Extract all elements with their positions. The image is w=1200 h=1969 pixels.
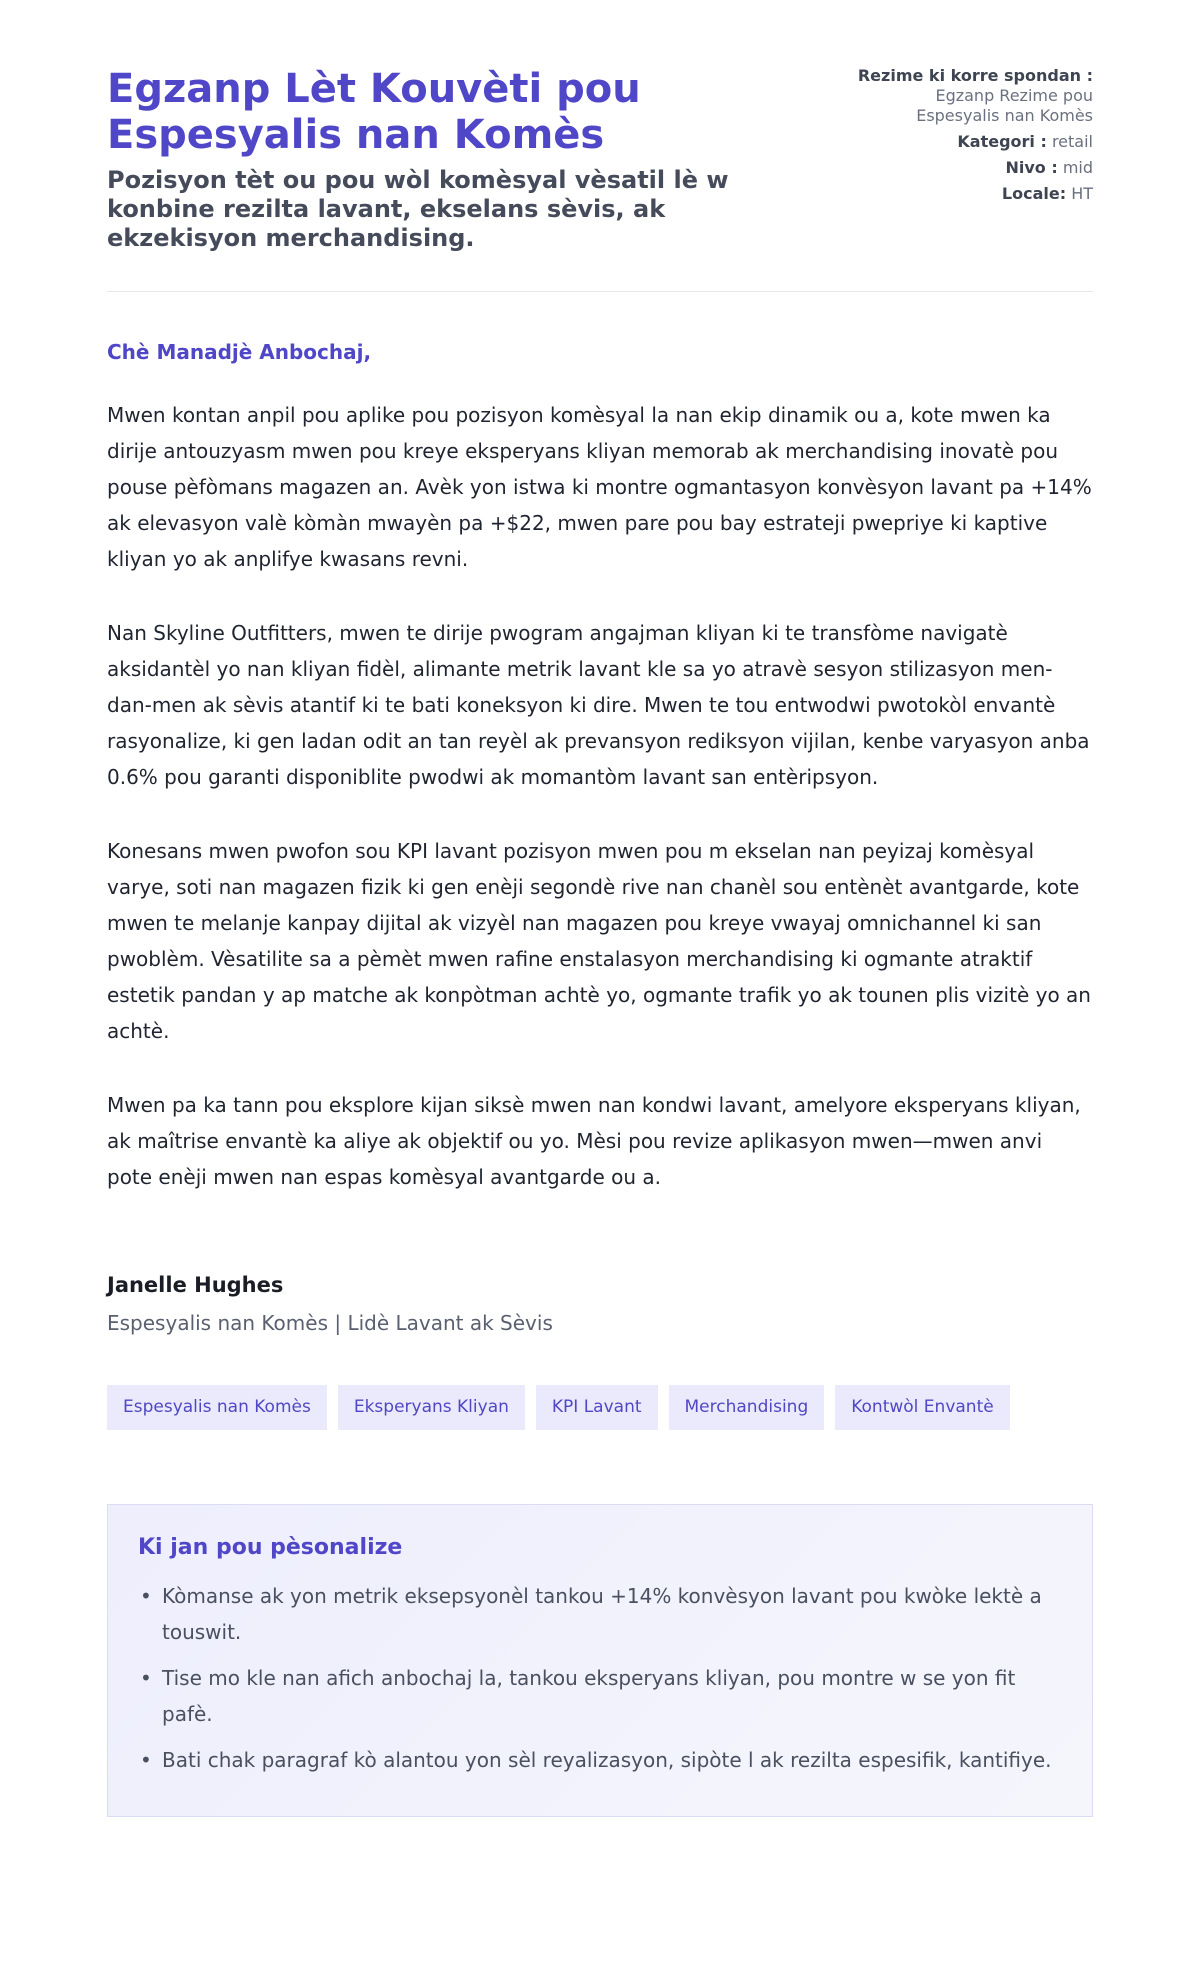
meta-level-label: Nivo : — [1005, 158, 1058, 177]
meta-category — [858, 132, 1093, 152]
letter-body — [107, 397, 1093, 1195]
letter-paragraph: Mwen pa ka tann pou eksplore kijan siksè mwen nan kondwi lavant, amelyore eksperyans kliyan, ak maîtrise envantè ka aliye ak objektif ou yo. Mèsi pou revize aplikasyon mwen—mwen anvi pote enèji mwen nan espas komèsyal avantgarde ou a. — [107, 1093, 1081, 1189]
letter-paragraph: Mwen kontan anpil pou aplike pou pozisyon komèsyal la nan ekip dinamik ou a, kote mwen ka dirije antouzyasm mwen pou kreye eksperyans kliyan memorab ak merchandising inovatè pou pouse pèfòmans magazen an. Avèk yon istwa ki montre ogmantasyon konvèsyon lavant pa +14% ak elevasyon valè kòmàn mwayèn pa +$22, mwen pare pou bay estrateji pwepriye ki kaptive kliyan yo ak anplifye kwasans revni. — [107, 403, 1092, 571]
tag-retail-specialist[interactable]: Espesyalis nan Komès — [107, 1385, 327, 1430]
customize-tips-box — [107, 1504, 1093, 1817]
meta-locale-value: HT — [1071, 184, 1093, 203]
tag-sales-kpi[interactable]: KPI Lavant — [536, 1385, 658, 1430]
tag-merchandising[interactable]: Merchandising — [669, 1385, 825, 1430]
tips-item: • Tise mo kle nan afich anbochaj la, tankou eksperyans kliyan, pou montre w se yon fit pafè. — [162, 1660, 1062, 1732]
meta-locale — [858, 184, 1093, 204]
letter-paragraph: Nan Skyline Outfitters, mwen te dirije pwogram angajman kliyan ki te transfòme navigatè aksidantèl yo nan kliyan fidèl, alimante metrik lavant kle sa yo atravè sesyon stilizasyon men-dan-men ak sèvis atantif ki te bati koneksyon ki dire. Mwen te tou entwodwi pwotokòl envantè rasyonalize, ki gen ladan odit an tan reyèl ak prevansyon rediksyon vijilan, kenbe varyasyon anba 0.6% pou garanti disponiblite pwodwi ak momantòm lavant san entèripsyon. — [107, 621, 1090, 789]
letter-salutation: Chè Manadjè Anbochaj, — [107, 340, 372, 364]
meta-locale-label: Locale: — [1001, 184, 1067, 203]
meta-category-value: retail — [1051, 132, 1093, 151]
letter-paragraph: Konesans mwen pwofon sou KPI lavant pozisyon mwen pou m ekselan nan peyizaj komèsyal varye, soti nan magazen fizik ki gen enèji segondè rive nan chanèl sou entènèt avantgarde, kote mwen te melanje kanpay dijital ak vizyèl nan magazen pou kreye vwayaj omnichannel ki san pwoblèm. Vèsatilite sa a pèmèt mwen rafine enstalasyon merchandising ki ogmante atraktif estetik pandan y ap matche ak konpòtman achtè yo, ogmante trafik yo ak tounen plis vizitè yo an achtè. — [107, 839, 1091, 1043]
tag-inventory-control[interactable]: Kontwòl Envantè — [835, 1385, 1009, 1430]
page-subtitle: Pozisyon tèt ou pou wòl komèsyal vèsatil lè w konbine rezilta lavant, ekselans sèvis, ak ekzekisyon merchandising. — [107, 166, 729, 252]
meta-resume-label: Rezime ki korre spondan : — [857, 66, 1093, 85]
meta-resume — [858, 66, 1093, 126]
tag-list — [107, 1385, 1093, 1430]
signature-name: Janelle Hughes — [107, 1273, 284, 1297]
tips-title: Ki jan pou pèsonalize — [138, 1535, 403, 1560]
tag-customer-experience[interactable]: Eksperyans Kliyan — [338, 1385, 525, 1430]
page-title: Egzanp Lèt Kouvèti pou Espesyalis nan Komès — [107, 66, 641, 158]
tips-list — [138, 1578, 1062, 1778]
header-divider — [107, 291, 1093, 292]
title-block — [107, 66, 787, 253]
meta-panel — [858, 66, 1093, 210]
meta-category-label: Kategori : — [957, 132, 1047, 151]
meta-level-value: mid — [1062, 158, 1093, 177]
meta-resume-value[interactable]: Egzanp Rezime pou Espesyalis nan Komès — [916, 86, 1093, 125]
signature-role: Espesyalis nan Komès | Lidè Lavant ak Sèvis — [107, 1311, 553, 1335]
page-header — [107, 0, 1093, 253]
tips-item: • Bati chak paragraf kò alantou yon sèl reyalizasyon, sipòte l ak rezilta espesifik, kantifiye. — [162, 1742, 1062, 1778]
meta-level — [858, 158, 1093, 178]
tips-item: • Kòmanse ak yon metrik eksepsyonèl tankou +14% konvèsyon lavant pou kwòke lektè a touswit. — [162, 1578, 1062, 1650]
